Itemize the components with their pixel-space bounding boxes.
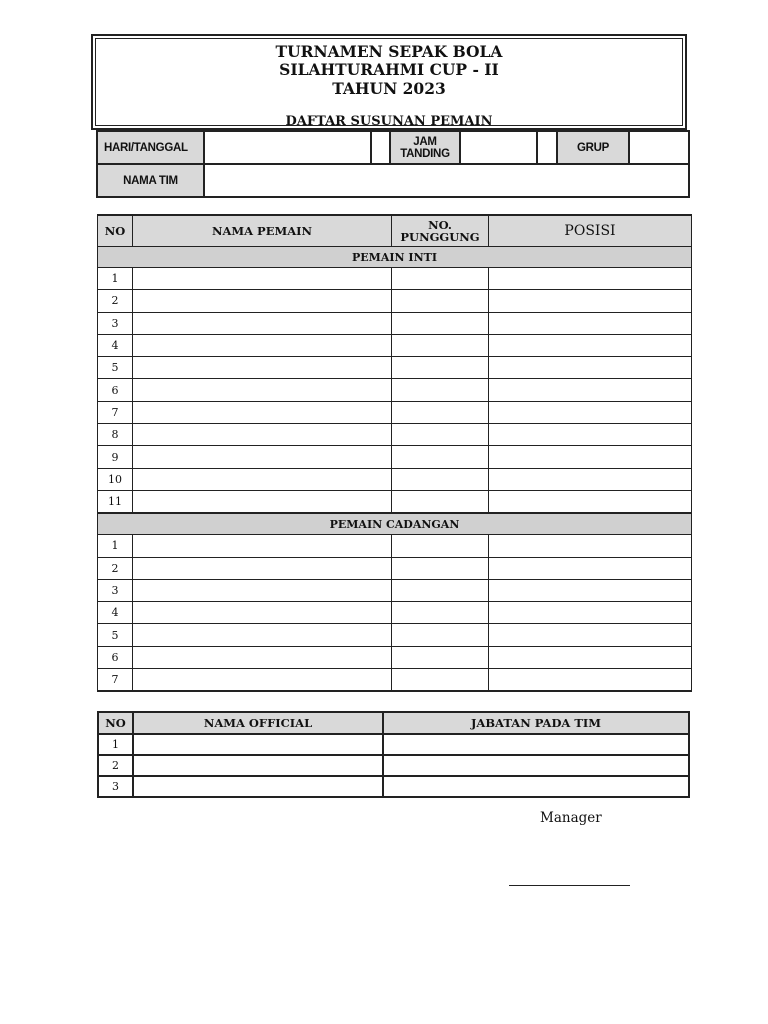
player-position-cell[interactable] [489,312,692,334]
player-number-cell[interactable] [392,557,489,579]
punggung-line2: PUNGGUNG [400,230,480,244]
official-col-no-header: NO [98,712,133,734]
player-position-cell[interactable] [489,468,692,490]
match-info-table [96,130,690,198]
player-position-cell[interactable] [489,624,692,646]
player-row [98,312,692,334]
official-row [98,776,689,797]
official-name-cell[interactable] [133,755,383,776]
player-position-cell[interactable] [489,535,692,557]
officials-table [97,711,690,798]
jam-tanding-field[interactable] [460,131,537,164]
official-name-cell[interactable] [133,776,383,797]
player-position-cell[interactable] [489,334,692,356]
player-row [98,579,692,601]
player-position-cell[interactable] [489,490,692,513]
nama-tim-field[interactable] [204,164,689,197]
official-row [98,734,689,755]
col-no-punggung-header [392,215,489,247]
player-name-cell[interactable] [133,669,392,692]
title-box [91,34,687,130]
player-row [98,535,692,557]
punggung-line1: NO. [428,218,452,232]
player-number-cell[interactable] [392,424,489,446]
official-row-number: 1 [98,734,133,755]
hari-tanggal-label: HARI/TANGGAL [97,131,204,164]
player-row [98,290,692,312]
player-row [98,268,692,290]
player-row [98,446,692,468]
player-number-cell[interactable] [392,379,489,401]
jam-label-line2: TANDING [400,147,450,160]
official-row [98,755,689,776]
player-row-number: 11 [98,490,133,513]
player-row-number: 3 [98,579,133,601]
player-position-cell[interactable] [489,579,692,601]
player-number-cell[interactable] [392,357,489,379]
player-name-cell[interactable] [133,312,392,334]
player-name-cell[interactable] [133,357,392,379]
hari-tanggal-extra-field[interactable] [371,131,390,164]
player-name-cell[interactable] [133,334,392,356]
section-pemain-cadangan: PEMAIN CADANGAN [98,513,692,535]
title-inner-border [95,38,683,129]
official-row-number: 3 [98,776,133,797]
player-row-number: 1 [98,268,133,290]
player-position-cell[interactable] [489,446,692,468]
official-row-number: 2 [98,755,133,776]
section-pemain-inti: PEMAIN INTI [98,247,692,268]
col-nama-pemain-header: NAMA PEMAIN [133,215,392,247]
form-subtitle: DAFTAR SUSUNAN PEMAIN [285,114,493,129]
manager-label: Manager [540,810,602,826]
player-name-cell[interactable] [133,624,392,646]
player-name-cell[interactable] [133,646,392,668]
signature-line[interactable] [509,885,630,886]
player-number-cell[interactable] [392,646,489,668]
player-name-cell[interactable] [133,490,392,513]
player-row-number: 5 [98,357,133,379]
player-row [98,624,692,646]
grup-label: GRUP [557,131,629,164]
player-row [98,602,692,624]
jam-tanding-label [390,131,460,164]
player-name-cell[interactable] [133,401,392,423]
player-row [98,357,692,379]
player-name-cell[interactable] [133,602,392,624]
player-row [98,424,692,446]
player-position-cell[interactable] [489,669,692,692]
tournament-title: TURNAMEN SEPAK BOLA [275,42,503,61]
player-number-cell[interactable] [392,602,489,624]
col-posisi-header: POSISI [489,215,692,247]
player-row-number: 7 [98,669,133,692]
player-name-cell[interactable] [133,446,392,468]
player-row-number: 6 [98,646,133,668]
player-number-cell[interactable] [392,290,489,312]
player-number-cell[interactable] [392,490,489,513]
official-jabatan-cell[interactable] [383,755,689,776]
player-row-number: 2 [98,290,133,312]
player-name-cell[interactable] [133,557,392,579]
grup-field[interactable] [629,131,689,164]
official-jabatan-cell[interactable] [383,734,689,755]
player-number-cell[interactable] [392,334,489,356]
player-name-cell[interactable] [133,535,392,557]
player-row [98,468,692,490]
player-name-cell[interactable] [133,379,392,401]
player-position-cell[interactable] [489,268,692,290]
player-row-number: 1 [98,535,133,557]
player-row [98,557,692,579]
section-row-cadangan [98,513,692,535]
nama-tim-label: NAMA TIM [97,164,204,197]
player-number-cell[interactable] [392,468,489,490]
player-position-cell[interactable] [489,602,692,624]
official-jabatan-cell[interactable] [383,776,689,797]
player-row-number: 7 [98,401,133,423]
player-name-cell[interactable] [133,290,392,312]
player-row-number: 4 [98,602,133,624]
year-title: TAHUN 2023 [332,79,446,98]
player-position-cell[interactable] [489,557,692,579]
player-row [98,490,692,513]
player-position-cell[interactable] [489,424,692,446]
player-name-cell[interactable] [133,579,392,601]
player-row-number: 8 [98,424,133,446]
players-table [97,214,692,692]
player-number-cell[interactable] [392,446,489,468]
player-number-cell[interactable] [392,401,489,423]
player-row-number: 2 [98,557,133,579]
jam-tanding-extra-field[interactable] [537,131,557,164]
player-row-number: 10 [98,468,133,490]
player-row [98,401,692,423]
player-row [98,646,692,668]
player-row [98,334,692,356]
player-row-number: 5 [98,624,133,646]
hari-tanggal-field[interactable] [204,131,371,164]
player-name-cell[interactable] [133,468,392,490]
player-number-cell[interactable] [392,624,489,646]
player-row [98,379,692,401]
official-name-cell[interactable] [133,734,383,755]
player-number-cell[interactable] [392,669,489,692]
player-row-number: 3 [98,312,133,334]
col-no-header: NO [98,215,133,247]
cup-title: SILAHTURAHMI CUP - II [279,60,499,79]
player-position-cell[interactable] [489,379,692,401]
player-number-cell[interactable] [392,268,489,290]
player-number-cell[interactable] [392,535,489,557]
jam-label-line1: JAM [413,135,437,148]
player-name-cell[interactable] [133,268,392,290]
player-number-cell[interactable] [392,312,489,334]
player-position-cell[interactable] [489,401,692,423]
player-position-cell[interactable] [489,290,692,312]
player-row [98,669,692,692]
player-position-cell[interactable] [489,357,692,379]
col-nama-official-header: NAMA OFFICIAL [133,712,383,734]
player-row-number: 9 [98,446,133,468]
player-number-cell[interactable] [392,579,489,601]
col-jabatan-header: JABATAN PADA TIM [383,712,689,734]
player-name-cell[interactable] [133,424,392,446]
player-row-number: 4 [98,334,133,356]
player-position-cell[interactable] [489,646,692,668]
player-row-number: 6 [98,379,133,401]
